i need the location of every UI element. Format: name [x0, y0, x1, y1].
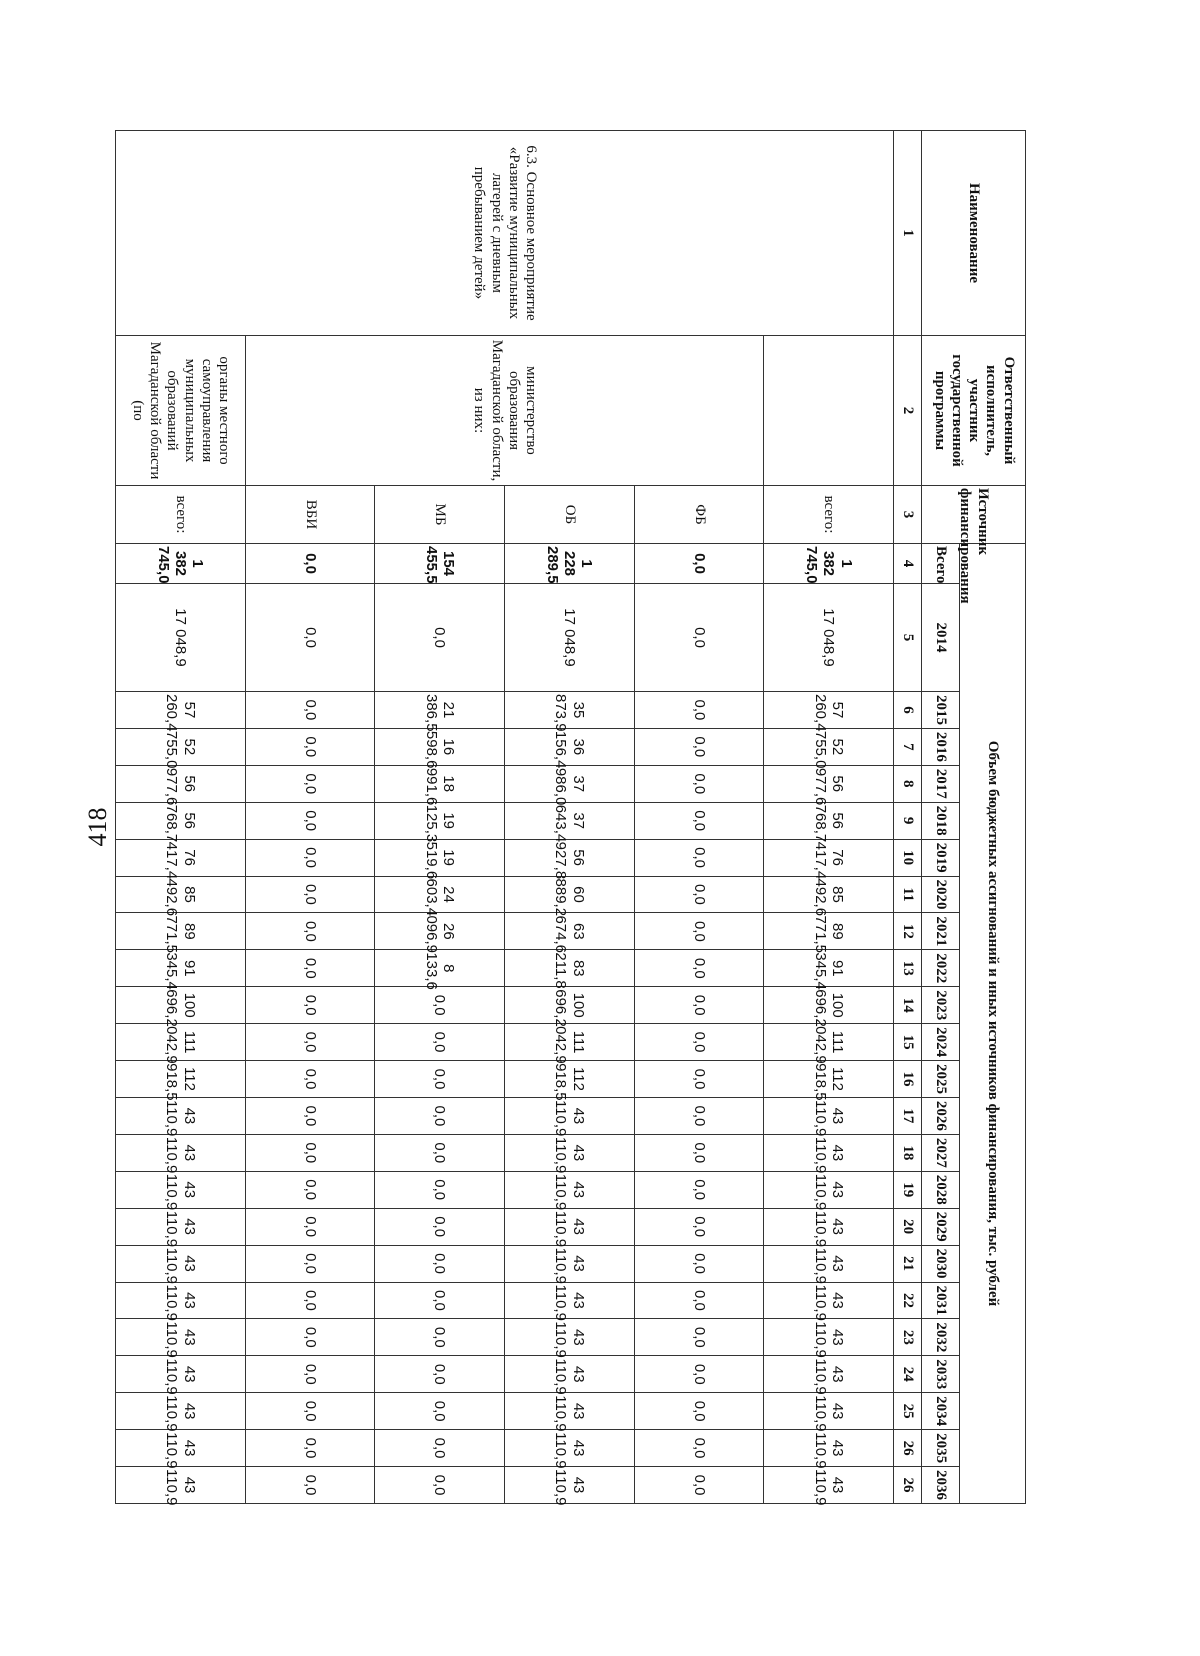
value-cell-2023: 0,0: [245, 987, 375, 1024]
column-number: 10: [894, 839, 922, 876]
value-cell-2016: 52 755,0: [764, 728, 894, 765]
total-cell: 0,0: [245, 544, 375, 584]
header-year-2016: 2016: [922, 728, 960, 765]
value-cell-2021: 26 096,9: [375, 913, 505, 950]
value-cell-2031: 0,0: [375, 1282, 505, 1319]
value-cell-2024: 111 042,9: [116, 1024, 246, 1061]
value-cell-2031: 0,0: [634, 1282, 764, 1319]
value-cell-2017: 0,0: [634, 765, 764, 802]
value-cell-2031: 0,0: [245, 1282, 375, 1319]
header-year-2021: 2021: [922, 913, 960, 950]
column-numbers-row: [894, 131, 922, 1541]
value-cell-2018: 0,0: [245, 802, 375, 839]
header-year-2031: 2031: [922, 1282, 960, 1319]
value-cell-2014: 17 048,9: [764, 584, 894, 692]
header-year-2022: 2022: [922, 950, 960, 987]
value-cell-2034: 0,0: [375, 1393, 505, 1430]
value-cell-2033: 43 110,9: [505, 1356, 635, 1393]
header-year-2030: 2030: [922, 1245, 960, 1282]
header-year-2032: 2032: [922, 1319, 960, 1356]
value-cell-2018: 0,0: [634, 802, 764, 839]
source-cell: ФБ: [634, 486, 764, 544]
value-cell-2019: 0,0: [634, 839, 764, 876]
value-cell-2025: 0,0: [245, 1061, 375, 1098]
column-number: 11: [894, 876, 922, 913]
source-cell: МБ: [375, 486, 505, 544]
value-cell-2031: 43 110,9: [116, 1282, 246, 1319]
value-cell-2026: 43 110,9: [764, 1097, 894, 1134]
value-cell-2025: 0,0: [634, 1061, 764, 1098]
column-number: 16: [894, 1061, 922, 1098]
value-cell-2026: 0,0: [245, 1097, 375, 1134]
value-cell-2015: 57 260,4: [116, 692, 246, 729]
value-cell-2015: 0,0: [634, 692, 764, 729]
value-cell-2036: 0,0: [245, 1467, 375, 1504]
column-number: 18: [894, 1134, 922, 1171]
column-number: 21: [894, 1245, 922, 1282]
value-cell-2016: 36 156,4: [505, 728, 635, 765]
value-cell-2019: 56 927,8: [505, 839, 635, 876]
table-row: [634, 131, 764, 1541]
header-source: Источник финансирования: [922, 486, 1026, 544]
value-cell-2021: 89 771,5: [764, 913, 894, 950]
value-cell-2019: 76 417,4: [764, 839, 894, 876]
executor-cell: [764, 336, 894, 486]
value-cell-2028: 0,0: [634, 1171, 764, 1208]
value-cell-2029: 43 110,9: [764, 1208, 894, 1245]
source-cell: ОБ: [505, 486, 635, 544]
value-cell-2022: 8 133,6: [375, 950, 505, 987]
value-cell-2017: 0,0: [245, 765, 375, 802]
value-cell-2020: 0,0: [245, 876, 375, 913]
executor-cell: органы местного самоуправления муниципальных образований Магаданской области (по: [116, 336, 246, 486]
column-number: 7: [894, 728, 922, 765]
value-cell-2025: 112 918,5: [764, 1061, 894, 1098]
value-cell-2027: 0,0: [375, 1134, 505, 1171]
value-cell-2030: 0,0: [245, 1245, 375, 1282]
value-cell-2021: 89 771,5: [116, 913, 246, 950]
header-year-2018: 2018: [922, 802, 960, 839]
value-cell-2034: 0,0: [245, 1393, 375, 1430]
column-number: 17: [894, 1097, 922, 1134]
value-cell-2025: 112 918,5: [116, 1061, 246, 1098]
value-cell-2030: 0,0: [375, 1245, 505, 1282]
total-cell: 1 382 745,0: [764, 544, 894, 584]
header-total: Всего: [922, 544, 960, 584]
value-cell-2035: 43 110,9: [116, 1430, 246, 1467]
value-cell-2016: 16 598,6: [375, 728, 505, 765]
value-cell-2028: 0,0: [245, 1171, 375, 1208]
value-cell-2032: 43 110,9: [116, 1319, 246, 1356]
column-number: 19: [894, 1171, 922, 1208]
value-cell-2020: 60 889,2: [505, 876, 635, 913]
total-cell: 1 228 289,5: [505, 544, 635, 584]
column-number: 14: [894, 987, 922, 1024]
column-number: 8: [894, 765, 922, 802]
value-cell-2032: 43 110,9: [505, 1319, 635, 1356]
header-year-2017: 2017: [922, 765, 960, 802]
value-cell-2027: 0,0: [245, 1134, 375, 1171]
value-cell-2019: 19 519,6: [375, 839, 505, 876]
value-cell-2020: 85 492,6: [116, 876, 246, 913]
header-year-2036: 2036: [922, 1467, 960, 1504]
column-number: 2: [894, 336, 922, 486]
table-row: [116, 131, 246, 1541]
value-cell-2020: 85 492,6: [764, 876, 894, 913]
source-cell: всего:: [764, 486, 894, 544]
value-cell-2036: 43 110,9: [505, 1467, 635, 1504]
value-cell-2023: 100 696,2: [505, 987, 635, 1024]
value-cell-2022: 0,0: [245, 950, 375, 987]
column-number: 9: [894, 802, 922, 839]
value-cell-2031: 43 110,9: [764, 1282, 894, 1319]
header-year-2033: 2033: [922, 1356, 960, 1393]
header-year-2015: 2015: [922, 692, 960, 729]
value-cell-2024: 111 042,9: [764, 1024, 894, 1061]
header-year-2020: 2020: [922, 876, 960, 913]
value-cell-2029: 0,0: [634, 1208, 764, 1245]
source-cell: всего:: [116, 486, 246, 544]
header-year-2024: 2024: [922, 1024, 960, 1061]
value-cell-2022: 91 345,4: [116, 950, 246, 987]
value-cell-2015: 57 260,4: [764, 692, 894, 729]
column-number: 15: [894, 1024, 922, 1061]
value-cell-2018: 56 768,7: [116, 802, 246, 839]
header-executor: Ответственный исполнитель, участник государственной программы: [922, 336, 1026, 486]
value-cell-2028: 43 110,9: [505, 1171, 635, 1208]
column-number: 26: [894, 1467, 922, 1504]
value-cell-2027: 43 110,9: [764, 1134, 894, 1171]
value-cell-2017: 18 991,6: [375, 765, 505, 802]
value-cell-2020: 24 603,4: [375, 876, 505, 913]
total-cell: 0,0: [634, 544, 764, 584]
value-cell-2026: 0,0: [375, 1097, 505, 1134]
value-cell-2016: 0,0: [634, 728, 764, 765]
value-cell-2031: 43 110,9: [505, 1282, 635, 1319]
value-cell-2015: 35 873,9: [505, 692, 635, 729]
value-cell-2024: 0,0: [634, 1024, 764, 1061]
value-cell-2027: 43 110,9: [116, 1134, 246, 1171]
value-cell-2036: 43 110,9: [116, 1467, 246, 1504]
value-cell-2033: 0,0: [375, 1356, 505, 1393]
value-cell-2017: 37 986,0: [505, 765, 635, 802]
value-cell-2024: 0,0: [245, 1024, 375, 1061]
value-cell-2016: 0,0: [245, 728, 375, 765]
value-cell-2032: 0,0: [634, 1319, 764, 1356]
column-number: 6: [894, 692, 922, 729]
value-cell-2028: 43 110,9: [116, 1171, 246, 1208]
column-number: 4: [894, 544, 922, 584]
value-cell-2026: 0,0: [634, 1097, 764, 1134]
header-name: Наименование: [922, 131, 1026, 336]
value-cell-2030: 43 110,9: [116, 1245, 246, 1282]
value-cell-2021: 63 674,6: [505, 913, 635, 950]
value-cell-2018: 19 125,3: [375, 802, 505, 839]
value-cell-2016: 52 755,0: [116, 728, 246, 765]
value-cell-2025: 0,0: [375, 1061, 505, 1098]
value-cell-2014: 0,0: [375, 584, 505, 692]
value-cell-2018: 56 768,7: [764, 802, 894, 839]
value-cell-2034: 0,0: [634, 1393, 764, 1430]
header-row-1: [960, 131, 1026, 1541]
value-cell-2017: 56 977,6: [764, 765, 894, 802]
value-cell-2036: 0,0: [375, 1467, 505, 1504]
header-volume: Объем бюджетных ассигнований и иных источников финансирования, тыс. рублей: [960, 544, 1026, 1504]
header-year-2035: 2035: [922, 1430, 960, 1467]
value-cell-2032: 43 110,9: [764, 1319, 894, 1356]
value-cell-2029: 43 110,9: [116, 1208, 246, 1245]
financing-table-sheet: [116, 130, 1026, 1540]
measure-name: 6.3. Основное мероприятие «Развитие муниципальных лагерей с дневным пребыванием детей»: [116, 131, 894, 336]
value-cell-2035: 0,0: [245, 1430, 375, 1467]
executor-cell: министерство образования Магаданской области, из них:: [245, 336, 764, 486]
header-year-2014: 2014: [922, 584, 960, 692]
column-number: 3: [894, 486, 922, 544]
value-cell-2033: 0,0: [245, 1356, 375, 1393]
value-cell-2023: 100 696,2: [764, 987, 894, 1024]
value-cell-2035: 43 110,9: [505, 1430, 635, 1467]
financing-table: [115, 130, 1026, 1541]
value-cell-2023: 100 696,2: [116, 987, 246, 1024]
column-number: 13: [894, 950, 922, 987]
value-cell-2033: 43 110,9: [116, 1356, 246, 1393]
value-cell-2030: 43 110,9: [505, 1245, 635, 1282]
value-cell-2014: 17 048,9: [116, 584, 246, 692]
total-cell: 1 382 745,0: [116, 544, 246, 584]
value-cell-2027: 43 110,9: [505, 1134, 635, 1171]
value-cell-2019: 0,0: [245, 839, 375, 876]
value-cell-2030: 43 110,9: [764, 1245, 894, 1282]
value-cell-2018: 37 643,4: [505, 802, 635, 839]
value-cell-2026: 43 110,9: [116, 1097, 246, 1134]
value-cell-2035: 0,0: [375, 1430, 505, 1467]
total-cell: 154 455,5: [375, 544, 505, 584]
value-cell-2027: 0,0: [634, 1134, 764, 1171]
header-year-2026: 2026: [922, 1097, 960, 1134]
value-cell-2023: 0,0: [375, 987, 505, 1024]
value-cell-2014: 17 048,9: [505, 584, 635, 692]
value-cell-2034: 43 110,9: [764, 1393, 894, 1430]
value-cell-2021: 0,0: [634, 913, 764, 950]
header-year-2025: 2025: [922, 1061, 960, 1098]
value-cell-2024: 0,0: [375, 1024, 505, 1061]
column-number: 20: [894, 1208, 922, 1245]
page-number: 418: [83, 807, 112, 847]
value-cell-2032: 0,0: [375, 1319, 505, 1356]
column-number: 12: [894, 913, 922, 950]
column-number: 24: [894, 1356, 922, 1393]
value-cell-2036: 0,0: [634, 1467, 764, 1504]
value-cell-2034: 43 110,9: [116, 1393, 246, 1430]
value-cell-2033: 43 110,9: [764, 1356, 894, 1393]
header-year-2027: 2027: [922, 1134, 960, 1171]
value-cell-2029: 0,0: [245, 1208, 375, 1245]
header-year-2019: 2019: [922, 839, 960, 876]
value-cell-2022: 83 211,8: [505, 950, 635, 987]
value-cell-2015: 21 386,5: [375, 692, 505, 729]
header-year-2034: 2034: [922, 1393, 960, 1430]
value-cell-2015: 0,0: [245, 692, 375, 729]
header-year-2029: 2029: [922, 1208, 960, 1245]
value-cell-2023: 0,0: [634, 987, 764, 1024]
value-cell-2028: 0,0: [375, 1171, 505, 1208]
value-cell-2022: 0,0: [634, 950, 764, 987]
value-cell-2024: 111 042,9: [505, 1024, 635, 1061]
value-cell-2022: 91 345,4: [764, 950, 894, 987]
value-cell-2017: 56 977,6: [116, 765, 246, 802]
value-cell-2035: 43 110,9: [764, 1430, 894, 1467]
header-year-2023: 2023: [922, 987, 960, 1024]
value-cell-2026: 43 110,9: [505, 1097, 635, 1134]
value-cell-2029: 43 110,9: [505, 1208, 635, 1245]
value-cell-2020: 0,0: [634, 876, 764, 913]
value-cell-2029: 0,0: [375, 1208, 505, 1245]
value-cell-2035: 0,0: [634, 1430, 764, 1467]
value-cell-2025: 112 918,5: [505, 1061, 635, 1098]
value-cell-2032: 0,0: [245, 1319, 375, 1356]
table-row: [764, 131, 894, 1541]
value-cell-2021: 0,0: [245, 913, 375, 950]
value-cell-2034: 43 110,9: [505, 1393, 635, 1430]
value-cell-2014: 0,0: [634, 584, 764, 692]
column-number: 23: [894, 1319, 922, 1356]
column-number: 1: [894, 131, 922, 336]
value-cell-2030: 0,0: [634, 1245, 764, 1282]
value-cell-2014: 0,0: [245, 584, 375, 692]
value-cell-2028: 43 110,9: [764, 1171, 894, 1208]
value-cell-2033: 0,0: [634, 1356, 764, 1393]
column-number: 5: [894, 584, 922, 692]
value-cell-2036: 43 110,9: [764, 1467, 894, 1504]
column-number: 26: [894, 1430, 922, 1467]
source-cell: ВБИ: [245, 486, 375, 544]
column-number: 25: [894, 1393, 922, 1430]
value-cell-2019: 76 417,4: [116, 839, 246, 876]
header-year-2028: 2028: [922, 1171, 960, 1208]
column-number: 22: [894, 1282, 922, 1319]
